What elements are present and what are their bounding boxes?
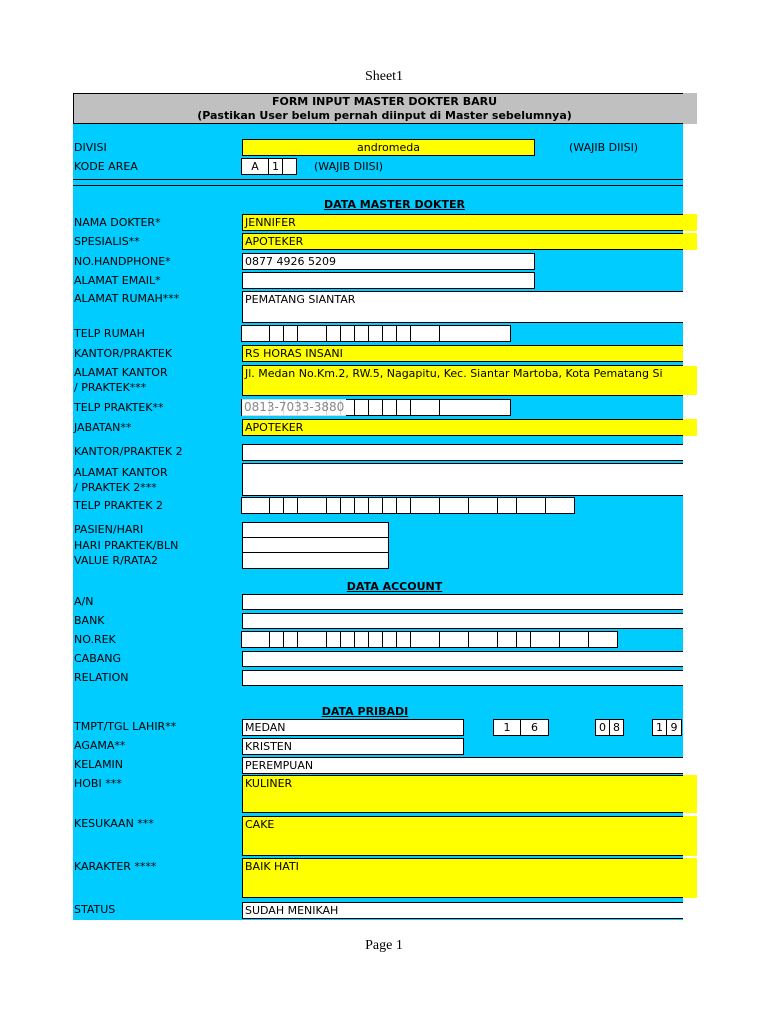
an-label: A/N <box>74 595 94 608</box>
digit-cell[interactable] <box>410 497 440 514</box>
tgl-lahir-field[interactable] <box>494 719 549 736</box>
norek-field[interactable] <box>242 631 618 648</box>
digit-cell[interactable] <box>368 631 383 648</box>
digit-cell[interactable] <box>269 497 284 514</box>
digit-cell[interactable] <box>559 631 589 648</box>
spesialis-field[interactable]: APOTEKER <box>242 233 683 250</box>
kelamin-field[interactable]: PEREMPUAN <box>242 757 683 774</box>
section-pribadi-heading: DATA PRIBADI <box>321 705 409 718</box>
divider <box>73 185 683 186</box>
email-label: ALAMAT EMAIL* <box>74 274 161 287</box>
digit-cell[interactable] <box>439 631 469 648</box>
kantor2-label: KANTOR/PRAKTEK 2 <box>74 445 183 458</box>
an-field[interactable] <box>242 594 683 610</box>
digit-cell[interactable] <box>340 325 355 342</box>
digit-cell[interactable] <box>396 325 411 342</box>
digit-cell[interactable] <box>340 631 355 648</box>
digit-cell[interactable] <box>530 631 560 648</box>
telp-rumah-label: TELP RUMAH <box>74 327 145 340</box>
digit-cell[interactable] <box>439 399 511 416</box>
yellow-overflow <box>683 214 697 231</box>
alamat-kantor2-label: ALAMAT KANTOR <box>74 466 168 479</box>
digit-cell[interactable] <box>545 497 575 514</box>
digit-cell[interactable] <box>382 631 397 648</box>
kode-area-cell[interactable]: 1 <box>268 158 283 175</box>
section-master-heading: DATA MASTER DOKTER <box>324 198 465 211</box>
bln-lahir-field[interactable] <box>596 719 624 736</box>
form-sheet <box>73 93 683 920</box>
yellow-overflow <box>683 233 697 250</box>
divider <box>73 179 683 180</box>
digit-cell[interactable] <box>340 497 355 514</box>
alamat-rumah-label: ALAMAT RUMAH*** <box>74 292 180 305</box>
digit-cell[interactable] <box>241 631 270 648</box>
bank-label: BANK <box>74 614 105 627</box>
yellow-overflow <box>683 366 697 395</box>
form-subtitle: (Pastikan User belum pernah diinput di Master sebelumnya) <box>197 109 572 122</box>
nama-dokter-label: NAMA DOKTER* <box>74 216 161 229</box>
digit-cell[interactable] <box>382 399 397 416</box>
kelamin-label: KELAMIN <box>74 758 124 771</box>
digit-cell[interactable] <box>269 631 284 648</box>
alamat-kantor2-label-2: / PRAKTEK 2*** <box>74 481 157 494</box>
digit-cell[interactable] <box>297 325 327 342</box>
digit-cell[interactable] <box>283 497 298 514</box>
digit-cell[interactable] <box>354 631 369 648</box>
kode-area-field[interactable] <box>242 158 297 175</box>
digit-cell[interactable] <box>382 325 397 342</box>
date-cell[interactable]: 1 <box>493 719 521 736</box>
alamat-kantor-field[interactable]: Jl. Medan No.Km.2, RW.5, Nagapitu, Kec. Siantar Martoba, Kota Pematang Si <box>242 365 683 396</box>
nama-dokter-field[interactable]: JENNIFER <box>242 214 683 231</box>
date-cell[interactable]: 8 <box>609 719 624 736</box>
kantor-label: KANTOR/PRAKTEK <box>74 347 173 360</box>
pasien-hari-field[interactable] <box>242 522 389 538</box>
form-title: FORM INPUT MASTER DOKTER BARU <box>271 95 498 108</box>
hari-praktek-field[interactable] <box>242 537 389 553</box>
digit-cell[interactable] <box>241 497 270 514</box>
alamat-rumah-field[interactable]: PEMATANG SIANTAR <box>242 291 683 323</box>
digit-cell[interactable] <box>269 325 284 342</box>
divisi-field[interactable]: andromeda <box>242 139 535 156</box>
telp-rumah-field[interactable] <box>242 325 511 342</box>
digit-cell[interactable] <box>410 631 440 648</box>
yellow-overflow <box>683 775 697 813</box>
digit-cell[interactable] <box>283 325 298 342</box>
digit-cell[interactable] <box>326 497 341 514</box>
status-field[interactable]: SUDAH MENIKAH <box>242 902 683 919</box>
email-field[interactable] <box>242 272 535 289</box>
value-rata-label: VALUE R/RATA2 <box>74 554 159 567</box>
yellow-overflow <box>683 858 697 898</box>
karakter-label: KARAKTER **** <box>74 860 157 873</box>
digit-cell[interactable] <box>354 497 369 514</box>
kode-area-cell[interactable]: A <box>241 158 269 175</box>
divisi-note: (WAJIB DIISI) <box>569 141 639 154</box>
hobi-label: HOBI *** <box>74 777 122 790</box>
header-band-overflow <box>683 93 697 124</box>
bank-field[interactable] <box>242 613 683 629</box>
digit-cell[interactable] <box>241 325 270 342</box>
handphone-label: NO.HANDPHONE* <box>74 255 171 268</box>
digit-cell[interactable] <box>439 497 469 514</box>
thn-lahir-field[interactable] <box>653 719 682 736</box>
alamat-kantor-label: ALAMAT KANTOR <box>74 366 168 379</box>
cabang-label: CABANG <box>74 652 122 665</box>
digit-cell[interactable] <box>326 325 341 342</box>
norek-label: NO.REK <box>74 633 116 646</box>
digit-cell[interactable] <box>516 631 531 648</box>
date-cell[interactable]: 6 <box>520 719 549 736</box>
hobi-field[interactable]: KULINER <box>242 775 683 813</box>
digit-cell[interactable] <box>326 631 341 648</box>
kode-area-label: KODE AREA <box>74 160 138 173</box>
digit-cell[interactable] <box>516 497 546 514</box>
page-header: Sheet1 <box>364 69 404 84</box>
section-account-heading: DATA ACCOUNT <box>346 580 443 593</box>
hari-praktek-label: HARI PRAKTEK/BLN <box>74 539 179 552</box>
kesukaan-field[interactable]: CAKE <box>242 816 683 856</box>
alamat-kantor2-field[interactable] <box>242 463 683 496</box>
jabatan-label: JABATAN** <box>74 421 132 434</box>
alamat-kantor-label-2: / PRAKTEK*** <box>74 381 147 394</box>
telp-praktek2-field[interactable] <box>242 497 575 514</box>
page-footer: Page 1 <box>365 938 403 953</box>
digit-cell[interactable] <box>439 325 511 342</box>
digit-cell[interactable] <box>297 631 327 648</box>
digit-cell[interactable] <box>468 631 498 648</box>
telp-praktek-label: TELP PRAKTEK** <box>74 401 164 414</box>
jabatan-field[interactable]: APOTEKER <box>242 419 683 436</box>
kode-area-note: (WAJIB DIISI) <box>314 160 384 173</box>
relation-label: RELATION <box>74 671 129 684</box>
digit-cell[interactable] <box>297 497 327 514</box>
yellow-overflow <box>683 419 697 436</box>
agama-label: AGAMA** <box>74 739 126 752</box>
value-rata-field[interactable] <box>242 552 389 569</box>
relation-field[interactable] <box>242 670 683 686</box>
digit-cell[interactable] <box>497 631 517 648</box>
date-cell[interactable]: 1 <box>652 719 667 736</box>
cabang-field[interactable] <box>242 651 683 667</box>
digit-cell[interactable] <box>283 631 298 648</box>
digit-cell[interactable] <box>396 631 411 648</box>
kode-area-cell[interactable] <box>282 158 297 175</box>
spesialis-label: SPESIALIS** <box>74 235 140 248</box>
digit-cell[interactable] <box>354 325 369 342</box>
agama-field[interactable]: KRISTEN <box>242 738 464 755</box>
digit-cell[interactable] <box>382 497 397 514</box>
pasien-hari-label: PASIEN/HARI <box>74 523 144 536</box>
telp-praktek2-label: TELP PRAKTEK 2 <box>74 499 164 512</box>
digit-cell[interactable] <box>468 497 498 514</box>
status-label: STATUS <box>74 903 116 916</box>
digit-cell[interactable] <box>354 399 369 416</box>
digit-cell[interactable] <box>368 325 383 342</box>
tmpt-tgl-label: TMPT/TGL LAHIR** <box>74 720 177 733</box>
digit-cell[interactable] <box>497 497 517 514</box>
digit-cell[interactable] <box>588 631 618 648</box>
date-cell[interactable]: 0 <box>595 719 610 736</box>
kantor2-field[interactable] <box>242 444 683 461</box>
divisi-label: DIVISI <box>74 141 107 154</box>
kantor-field[interactable]: RS HORAS INSANI <box>242 345 683 362</box>
yellow-overflow <box>683 816 697 856</box>
digit-cell[interactable] <box>410 399 440 416</box>
telp-praktek-value[interactable]: 0813-7033-3880 <box>244 400 345 414</box>
date-cell[interactable]: 9 <box>666 719 682 736</box>
handphone-field[interactable]: 0877 4926 5209 <box>242 253 535 270</box>
digit-cell[interactable] <box>368 497 383 514</box>
tempat-lahir-field[interactable]: MEDAN <box>242 719 464 736</box>
karakter-field[interactable]: BAIK HATI <box>242 858 683 898</box>
digit-cell[interactable] <box>368 399 383 416</box>
digit-cell[interactable] <box>396 399 411 416</box>
digit-cell[interactable] <box>410 325 440 342</box>
kesukaan-label: KESUKAAN *** <box>74 817 154 830</box>
digit-cell[interactable] <box>396 497 411 514</box>
